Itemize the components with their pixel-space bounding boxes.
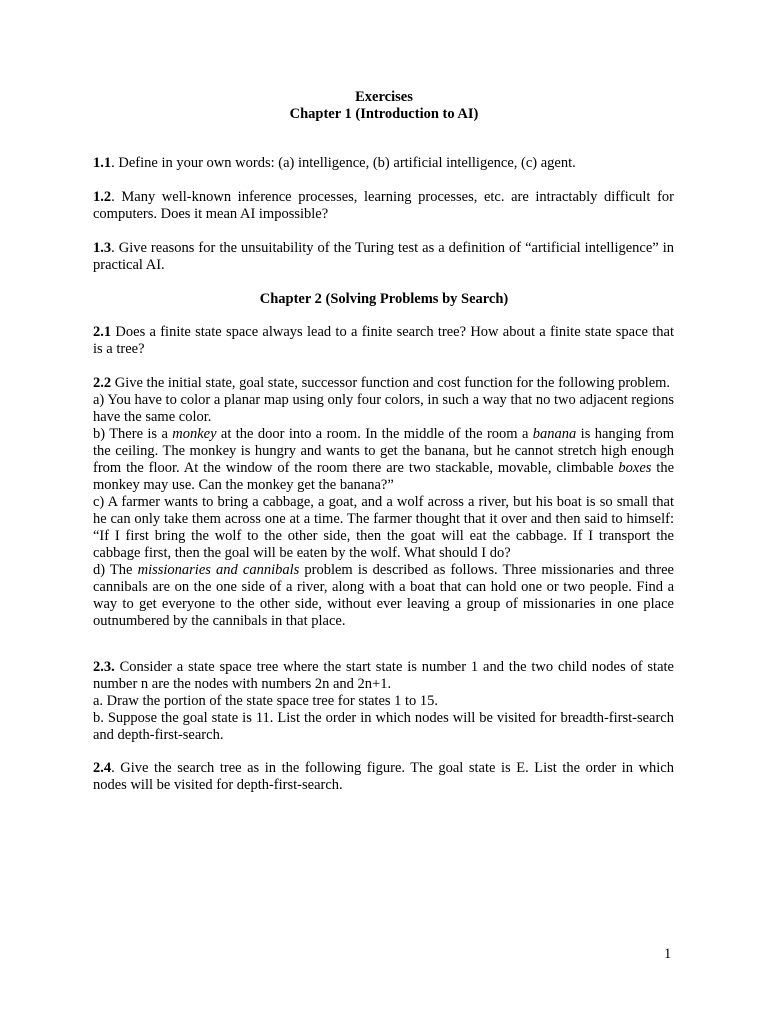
exercise-2-1 [93,324,674,358]
exercise-intro: Give the initial state, goal state, successor function and cost function for the following problem. [111,375,671,391]
exercise-text: . Define in your own words: (a) intelligence, (b) artificial intelligence, (c) agent. [111,155,576,171]
text-segment: the monkey may use. Can the monkey get the banana?” [93,460,675,493]
exercise-number: 1.3 [93,240,112,256]
exercise-number: 1.2 [93,189,112,205]
text-segment: d) The [93,562,138,578]
text-segment: problem is described as follows. Three missionaries and three cannibals are on the one side of a river, along with a boat that can hold one or two people. Find a way to get everyone to the other side, without ever leaving a group of missionaries in one place outnumbered by the cannibals in that place. [93,562,674,629]
emphasis-text: missionaries and cannibals [137,562,300,578]
exercise-number: 2.4 [93,760,112,776]
exercise-number: 1.1 [93,155,112,171]
exercise-2-4 [93,760,674,794]
text-segment: b) There is a [93,426,173,442]
exercises-title: Exercises [355,89,413,105]
exercise-1-3 [93,240,674,274]
exercise-text: Does a finite state space always lead to a finite search tree? How about a finite state space that is a tree? [93,324,674,357]
exercise-part-a: a) You have to color a planar map using only four colors, in such a way that no two adjacent regions have the same color. [93,392,674,425]
text-segment: is hanging from the ceiling. The monkey is hungry and wants to get the banana, but he cannot stretch high enough from the floor. At the window of the room there are two stackable, movable, climbable [93,426,674,476]
emphasis-text: banana [532,426,577,442]
exercise-part-b [93,426,674,494]
exercise-1-1 [93,155,674,172]
text-segment: at the door into a room. In the middle of the room a [216,426,533,442]
exercise-2-3 [93,659,674,744]
page-number: 1 [664,946,672,962]
emphasis-text: monkey [172,426,217,442]
exercise-part-c: c) A farmer wants to bring a cabbage, a goat, and a wolf across a river, but his boat is so small that he can only take them across one at a time. The farmer thought that it over and then said to himself: “If I first bring the wolf to the other side, then the goat will eat the cabbage. If I transport the cabbage first, then the goal will be eaten by the wolf. What should I do? [93,494,674,561]
emphasis-text: boxes [618,460,652,476]
exercise-number: 2.3. [93,659,115,675]
exercise-text: . Give the search tree as in the following figure. The goal state is E. List the order in which nodes will be visited for depth-first-search. [93,760,674,793]
exercise-text: . Many well-known inference processes, learning processes, etc. are intractably difficult for computers. Does it mean AI impossible? [93,189,674,222]
exercise-number: 2.1 [93,324,112,340]
exercise-part-d [93,562,674,630]
exercise-part-a: a. Draw the portion of the state space tree for states 1 to 15. [93,693,439,709]
exercise-number: 2.2 [93,375,112,391]
chapter1-heading: Chapter 1 (Introduction to AI) [289,106,479,122]
exercise-text: . Give reasons for the unsuitability of the Turing test as a definition of “artificial intelligence” in practical AI. [93,240,674,273]
exercise-2-2 [93,375,674,630]
exercise-intro: Consider a state space tree where the start state is number 1 and the two child nodes of state number n are the nodes with numbers 2n and 2n+1. [93,659,674,692]
chapter2-heading: Chapter 2 (Solving Problems by Search) [259,291,509,307]
exercise-1-2 [93,189,674,223]
exercise-part-b: b. Suppose the goal state is 11. List the order in which nodes will be visited for breadth-first-search and depth-first-search. [93,710,674,743]
